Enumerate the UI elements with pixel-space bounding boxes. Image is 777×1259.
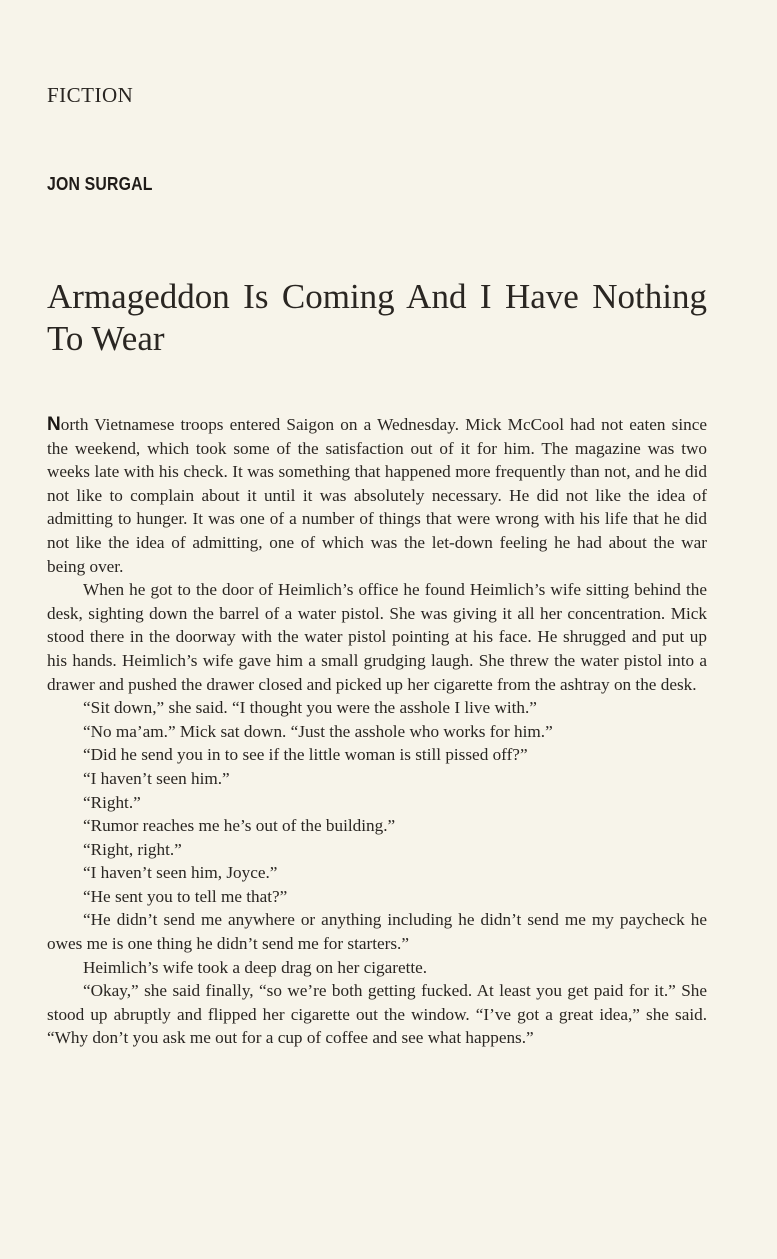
drop-cap: N — [47, 414, 61, 435]
paragraph-13: Heimlich’s wife took a deep drag on her cigarette. — [83, 957, 428, 977]
author-name: JON SURGAL — [47, 174, 153, 194]
paragraph-2: When he got to the door of Heimlich’s office he found Heimlich’s wife sitting behind the desk, sighting down the barrel of a water pistol. She was giving it all her concentration. Mick stood there in the doorway with the water pistol pointing at his face. He shrugged and put up his hands. Heimlich’s wife gave him a small grudging laugh. She threw the water pistol into a drawer and pushed the drawer closed and picked up her cigarette from the ashtray on the desk. — [47, 580, 707, 694]
story-title: Armageddon Is Coming And I Have Nothing To Wear — [47, 277, 707, 358]
paragraph-6: “I haven’t seen him.” — [83, 768, 230, 788]
section-label: FICTION — [47, 83, 134, 107]
paragraph-1 — [47, 413, 707, 578]
paragraph-8: “Rumor reaches me he’s out of the building.” — [83, 816, 396, 836]
paragraph-3: “Sit down,” she said. “I thought you were the asshole I live with.” — [83, 698, 537, 718]
paragraph-10: “I haven’t seen him, Joyce.” — [83, 863, 278, 883]
paragraph-4: “No ma’am.” Mick sat down. “Just the asshole who works for him.” — [83, 721, 553, 741]
paragraph-12: “He didn’t send me anywhere or anything including he didn’t send me my paycheck he owes me is one thing he didn’t send me for starters.” — [47, 910, 707, 954]
paragraph-7: “Right.” — [83, 792, 141, 812]
paragraph-14: “Okay,” she said finally, “so we’re both getting fucked. At least you get paid for it.” She stood up abruptly and flipped her cigarette out the window. “I’ve got a great idea,” she said. “Why don’t you ask me out for a cup of coffee and see what happens.” — [47, 981, 707, 1048]
paragraph-5: “Did he send you in to see if the little woman is still pissed off?” — [83, 745, 528, 765]
paragraph-1-text: orth Vietnamese troops entered Saigon on a Wednesday. Mick McCool had not eaten since the weekend, which took some of the satisfaction out of it for him. The magazine was two weeks late with his check. It was something that happened more frequently than not, and he did not like to complain about it until it was absolutely necessary. He did not like the idea of admitting to hunger. It was one of a number of things that were wrong with his life that he did not like the idea of admitting, one of which was the let-down feeling he had about the war being over. — [47, 415, 707, 576]
paragraph-11: “He sent you to tell me that?” — [83, 886, 288, 906]
story-body — [47, 413, 707, 1050]
paragraph-9: “Right, right.” — [83, 839, 182, 859]
